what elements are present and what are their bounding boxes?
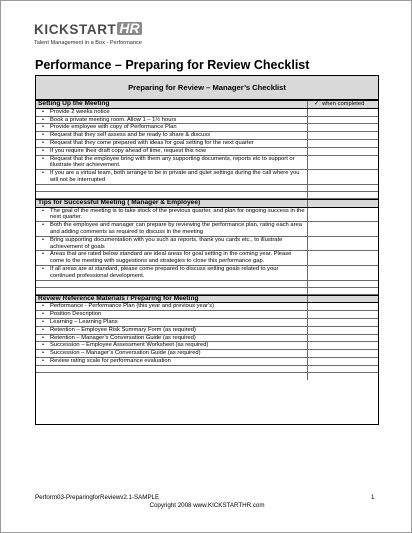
item-text: Retention – Employee Risk Summary Form (as required) [50, 326, 196, 333]
logo-tagline: Talent Management in a Box - Performance [34, 40, 142, 46]
section-title: Setting Up the Meeting [36, 101, 308, 108]
checklist-item [36, 303, 378, 311]
logo-hr-mark: HR [119, 20, 140, 36]
completion-cell[interactable] [308, 342, 378, 349]
footer-copyright: Copyright 2008 www.KICKSTARTHR.com [149, 502, 265, 509]
checklist-item [36, 237, 378, 252]
bullet-icon: • [41, 116, 45, 123]
bullet-icon: • [41, 155, 45, 162]
item-text: Learning – Learning Plans [50, 318, 118, 325]
bullet-icon: • [41, 251, 45, 258]
completion-cell[interactable] [308, 358, 378, 365]
bullet-icon: • [41, 326, 45, 333]
item-text: If you require their draft copy ahead of time, request this now [50, 147, 206, 154]
section-title: Review Reference Materials / Preparing for Meeting [36, 296, 308, 303]
bullet-icon: • [41, 357, 45, 364]
item-text: Position Description [50, 311, 102, 318]
bullet-icon: • [41, 170, 45, 177]
checkmark-icon: ✓ [314, 101, 319, 107]
bullet-icon: • [41, 303, 45, 310]
completion-cell[interactable] [308, 350, 378, 357]
item-text: Provide 2 weeks notice [50, 108, 110, 115]
item-text: Both the employee and manager can prepare by reviewing the performance plan, rating each area and adding comments as required to discuss in the meeting [50, 222, 302, 235]
bullet-icon: • [41, 265, 45, 272]
check-column-label: when completed [322, 101, 365, 107]
item-text: The goal of the meeting is to take stock of the previous quarter, and plan for ongoing success in the next quarter. [50, 207, 305, 221]
bullet-icon: • [41, 222, 45, 229]
bullet-icon: • [41, 139, 45, 146]
completion-cell[interactable] [308, 319, 378, 326]
bullet-icon: • [41, 334, 45, 341]
item-text: Review rating scale for performance evaluation [50, 357, 171, 364]
blank-row [36, 366, 378, 373]
section-header-reference [36, 295, 378, 304]
bullet-icon: • [41, 318, 45, 325]
item-text: Request that the employee bring with them any supporting documents, reports etc to support or illustrate their achievement. [50, 155, 295, 169]
checklist-item [36, 156, 378, 171]
completion-cell[interactable] [308, 148, 378, 155]
checklist-item [36, 327, 378, 335]
checklist-item [36, 311, 378, 319]
blank-row [36, 281, 378, 288]
bullet-icon: • [41, 311, 45, 318]
blank-row [36, 185, 378, 192]
item-text: If you are a virtual team, both arrange to be in private and quiet settings during the call where you will not be interrupted [50, 170, 300, 183]
item-text: Retention – Manager’s Conversation Guide (as required) [50, 334, 196, 341]
completion-cell[interactable] [308, 124, 378, 131]
section-header-setup [36, 100, 378, 109]
item-text: If all areas are at standard, please come prepared to discuss setting goals related to your continued professional development. [50, 265, 279, 279]
item-text: Book a private meeting room. Allow 1 – 1½ hours [50, 116, 177, 123]
table-header: Preparing for Review – Manager’s Checklist [36, 76, 378, 100]
completion-cell[interactable] [308, 237, 378, 251]
completion-cell[interactable] [308, 251, 378, 265]
item-text: Performance - Performance Plan (this year and previous year’s) [50, 303, 215, 310]
bullet-icon: • [41, 207, 45, 214]
checklist-item [36, 117, 378, 125]
item-text: Bring supporting documentation with you such as reports, thank you cards etc., to illustrate achievement of goals [50, 236, 283, 250]
checklist-item [36, 342, 378, 350]
completion-cell[interactable] [308, 266, 378, 280]
completion-cell[interactable] [308, 311, 378, 318]
blank-row [36, 192, 378, 199]
bullet-icon: • [41, 147, 45, 154]
blank-row [36, 373, 378, 380]
checklist-item [36, 170, 378, 185]
bullet-icon: • [41, 108, 45, 115]
completion-cell[interactable] [308, 170, 378, 184]
bullet-icon: • [41, 236, 45, 243]
completion-cell[interactable] [308, 140, 378, 147]
completion-cell[interactable] [308, 156, 378, 170]
completion-cell[interactable] [308, 208, 378, 222]
checklist-item [36, 208, 378, 223]
blank-row [36, 288, 378, 295]
item-text: Succession – Employee Assessment Worksheet (as required) [50, 342, 209, 349]
page-title: Performance – Preparing for Review Checklist [35, 58, 310, 72]
item-text: Request that they come prepared with ideas for goal setting for the next quarter [50, 139, 254, 146]
completion-cell[interactable] [308, 327, 378, 334]
bullet-icon: • [41, 132, 45, 139]
checklist-item [36, 358, 378, 366]
section-title: Tips for Successful Meeting ( Manager & Employee) [36, 200, 308, 207]
checklist-item [36, 251, 378, 266]
checklist-item [36, 140, 378, 148]
completion-cell[interactable] [308, 335, 378, 342]
item-text: Provide employee with copy of Performance Plan [50, 124, 177, 131]
checklist-item [36, 109, 378, 117]
footer-page-number: 1 [371, 494, 375, 501]
kickstart-logo [34, 21, 142, 46]
completion-cell[interactable] [308, 117, 378, 124]
checklist-item [36, 148, 378, 156]
checklist-item [36, 350, 378, 358]
checklist-item [36, 319, 378, 327]
logo-wordmark: KICKSTART [34, 22, 117, 37]
checklist-item [36, 222, 378, 237]
checklist-item [36, 335, 378, 343]
completion-cell[interactable] [308, 303, 378, 310]
item-text: Succession – Manager’s Conversation Guide (as required) [50, 350, 201, 357]
checklist-item [36, 266, 378, 281]
completion-cell[interactable] [308, 109, 378, 116]
bullet-icon: • [41, 342, 45, 349]
check-column-header [308, 101, 378, 108]
completion-cell[interactable] [308, 222, 378, 236]
bullet-icon: • [41, 124, 45, 131]
section-header-tips [36, 199, 378, 208]
completion-cell[interactable] [308, 132, 378, 139]
item-text: Areas that are rated below standard are ideal areas for goal setting in the coming year. Please come to the meeting with suggestions and strategies to close this performance gap. [50, 251, 292, 265]
checklist-table [35, 75, 379, 425]
checklist-item [36, 124, 378, 132]
checklist-item [36, 132, 378, 140]
item-text: Request that they self assess and be ready to share & discuss [50, 132, 211, 139]
footer-doc-id: Perform03-PreparingforReviewv2.1-SAMPLE [35, 494, 160, 501]
bullet-icon: • [41, 350, 45, 357]
